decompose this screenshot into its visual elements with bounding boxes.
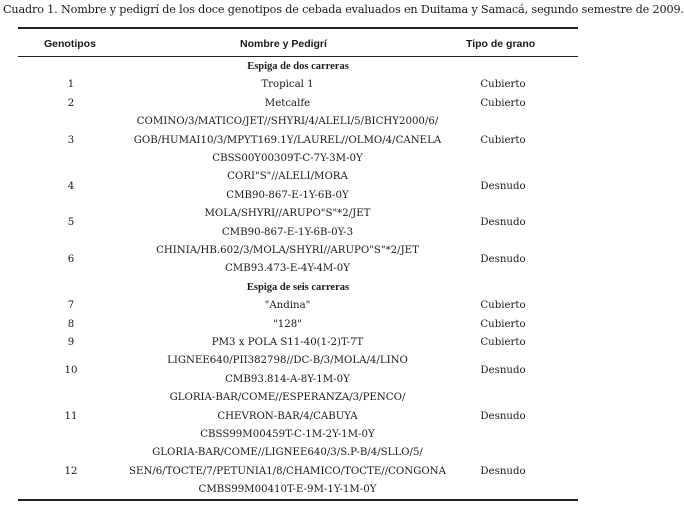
- genotype-number: 7: [67, 300, 75, 312]
- pedigree-line: COMINO/3/MATICO/JET//SHYRI/4/ALELI/5/BICHY2000/6/: [136, 116, 439, 128]
- pedigree-line: Tropical 1: [261, 79, 314, 91]
- pedigree-line: CMB93.814-A-8Y-1M-0Y: [225, 373, 350, 385]
- genotype-number: 11: [64, 410, 78, 422]
- genotype-number: 4: [67, 180, 75, 192]
- section-seis-carreras: Espiga de seis carreras: [246, 281, 350, 293]
- grain-type: Cubierto: [480, 337, 526, 348]
- pedigree-line: GOB/HUMAI10/3/MPYT169.1Y/LAUREL//OLMO/4/CANELA: [133, 134, 442, 146]
- pedigree-line: CORI"S"//ALELI/MORA: [227, 171, 348, 183]
- grain-type: Desnudo: [480, 465, 526, 477]
- pedigree-line: CBSS00Y00309T-C-7Y-3M-0Y: [212, 153, 363, 164]
- header-nombre-pedigri: Nombre y Pedigrí: [240, 38, 327, 50]
- pedigree-line: CMBS99M00410T-E-9M-1Y-1M-0Y: [198, 484, 377, 496]
- table-caption: Cuadro 1. Nombre y pedigrí de los doce genotipos de cebada evaluados en Duitama y Samacá, segundo semestre de 2009.: [3, 3, 684, 16]
- pedigree-line: CMB90-867-E-1Y-6B-0Y: [226, 189, 349, 201]
- grain-type: Cubierto: [480, 300, 526, 312]
- pedigree-line: GLORIA-BAR/COME//ESPERANZA/3/PENCO/: [169, 392, 406, 404]
- section-dos-carreras: Espiga de dos carreras: [247, 61, 349, 72]
- genotype-number: 1: [67, 79, 75, 91]
- grain-type: Desnudo: [480, 254, 526, 266]
- pedigree-line: SEN/6/TOCTE/7/PETUNIA1/8/CHAMICO/TOCTE//CONGONA: [129, 465, 446, 477]
- grain-type: Desnudo: [480, 364, 526, 376]
- grain-type: Desnudo: [480, 410, 526, 422]
- grain-type: Cubierto: [480, 134, 526, 146]
- pedigree-line: "128": [273, 318, 302, 330]
- genotype-number: 10: [64, 364, 78, 376]
- top-rule: [18, 27, 578, 29]
- pedigree-line: CHINIA/HB.602/3/MOLA/SHYRI//ARUPO"S"*2/JET: [156, 245, 419, 256]
- genotype-number: 3: [67, 134, 75, 146]
- pedigree-line: Metcalfe: [264, 97, 311, 109]
- header-genotipos: Genotipos: [44, 38, 96, 50]
- genotype-number: 8: [67, 318, 75, 330]
- grain-type: Cubierto: [480, 318, 526, 330]
- pedigree-line: PM3 x POLA S11-40(1-2)T-7T: [211, 337, 364, 348]
- bottom-rule: [18, 499, 578, 501]
- genotype-number: 6: [67, 254, 75, 266]
- pedigree-line: MOLA/SHYRI//ARUPO"S"*2/JET: [204, 208, 371, 220]
- grain-type: Cubierto: [480, 79, 526, 91]
- grain-type: Desnudo: [480, 217, 526, 229]
- pedigree-line: CBSS99M00459T-C-1M-2Y-1M-0Y: [200, 429, 375, 440]
- pedigree-line: "Andina": [264, 300, 311, 312]
- genotype-number: 9: [67, 337, 75, 348]
- genotype-number: 5: [67, 217, 75, 229]
- grain-type: Cubierto: [480, 97, 526, 109]
- genotype-number: 2: [67, 97, 75, 109]
- grain-type: Desnudo: [480, 180, 526, 192]
- pedigree-line: CHEVRON-BAR/4/CABUYA: [217, 410, 358, 422]
- pedigree-line: CMB93.473-E-4Y-4M-0Y: [225, 263, 350, 275]
- genotype-number: 12: [64, 465, 78, 477]
- pedigree-line: GLORIA-BAR/COME//LIGNEE640/3/S.P-B/4/SLLO/5/: [152, 447, 423, 459]
- header-rule: [18, 56, 578, 57]
- pedigree-line: CMB90-867-E-1Y-6B-0Y-3: [221, 226, 354, 238]
- pedigree-line: LIGNEE640/PII382798//DC-B/3/MOLA/4/LINO: [167, 355, 408, 367]
- header-tipo-grano: Tipo de grano: [466, 38, 536, 50]
